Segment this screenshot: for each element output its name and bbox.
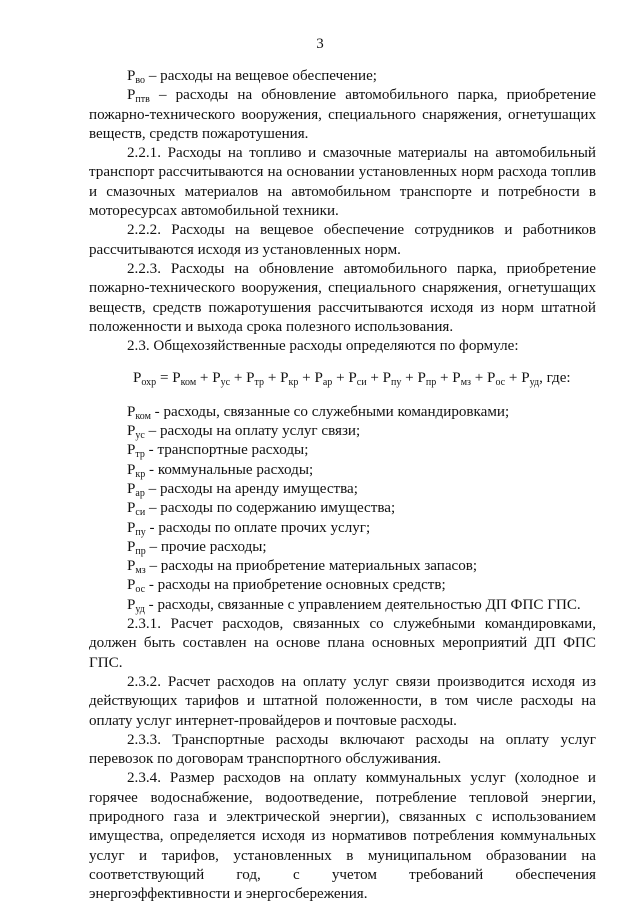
intro-line-2: $Р_{птв}$ – расходы на обновление автомобильного парка, приобретение пожарно-технического вооружения, специального снаряжения, огнетушащих веществ, средств пожаротушения. [89, 87, 596, 142]
paragraph-2-2-2: 2.2.2. Расходы на вещевое обеспечение сотрудников и работников рассчитываются исходя из установленных норм. [89, 222, 596, 258]
intro-line-1: $Р_{во}$ – расходы на вещевое обеспечение; [127, 68, 377, 86]
document-body [89, 67, 596, 904]
definition-item: $Р_{пу}$ - расходы по оплате прочих услуг; [127, 519, 371, 538]
paragraph-2-3-3: 2.3.3. Транспортные расходы включают расходы на оплату услуг перевозок по договорам транспортного обслуживания. [89, 731, 596, 768]
page-number: 3 [316, 36, 324, 52]
paragraph-2-3-1: 2.3.1. Расчет расходов, связанных со служебными командировками, должен быть составлен на основе плана основных мероприятий ДП ФПС ГПС. [89, 616, 596, 671]
definition-item: $Р_{мз}$ – расходы на приобретение материальных запасов; [127, 558, 478, 577]
paragraph-2-3: 2.3. Общехозяйственные расходы определяются по формуле: [127, 338, 519, 355]
definition-item: $Р_{ус}$ – расходы на оплату услуг связи; [127, 423, 361, 442]
definition-item: $Р_{ар}$ – расходы на аренду имущества; [127, 480, 358, 499]
paragraph-2-3-4: 2.3.4. Размер расходов на оплату коммунальных услуг (холодное и горячее водоснабжение, водоотведение, потребление тепловой энергии, природного газа и электрической энергии), связанных с использованием имущества, определяется исходя из нормативов потребления коммунальных услуг и тарифов, установленных в муниципальном образовании на соответствующий год, с учетом требований обеспечения энергоэффективности и энергосбережения. [89, 770, 596, 903]
paragraph-2-2-1: 2.2.1. Расходы на топливо и смазочные материалы на автомобильный транспорт рассчитываются на основании установленных норм расхода топлив и смазочных материалов на автомобильном транспорте и потребности в моторесурсах автомобильной техники. [89, 145, 596, 220]
paragraph-2-2-3: 2.2.3. Расходы на обновление автомобильного парка, приобретение пожарно-технического вооружения, специального снаряжения, огнетушащих веществ, средств пожаротушения рассчитываются исходя из норм штатной положенности и выхода срока полезного использования. [89, 260, 596, 335]
definition-item: $Р_{пр}$ – прочие расходы; [127, 538, 267, 557]
definition-item: $Р_{ос}$ - расходы на приобретение основных средств; [127, 577, 446, 596]
definition-item: $Р_{кр}$ - коммунальные расходы; [127, 461, 314, 480]
definition-item: $Р_{ком}$ - расходы, связанные со служебными командировками; [127, 403, 510, 422]
definitions-list [127, 403, 596, 615]
definition-item: $Р_{уд}$ - расходы, связанные с управлением деятельностью ДП ФПС ГПС. [127, 596, 581, 615]
definition-item: $Р_{тр}$ - транспортные расходы; [127, 442, 309, 461]
formula: $Р_{охр} = Р_{ком} + Р_{ус} + Р_{тр} + Р_{кр} + Р_{ар} + Р_{си} + Р_{пу} + Р_{пр} + Р_{мз} + Р_{ос} + Р_{уд}$, где: [133, 370, 571, 389]
definition-item: $Р_{си}$ – расходы по содержанию имущества; [127, 500, 396, 519]
paragraph-2-3-2: 2.3.2. Расчет расходов на оплату услуг связи производится исходя из действующих тарифов и штатной положенности, в том числе расходы на оплату услуг интернет-провайдеров и почтовые расходы. [89, 673, 596, 729]
